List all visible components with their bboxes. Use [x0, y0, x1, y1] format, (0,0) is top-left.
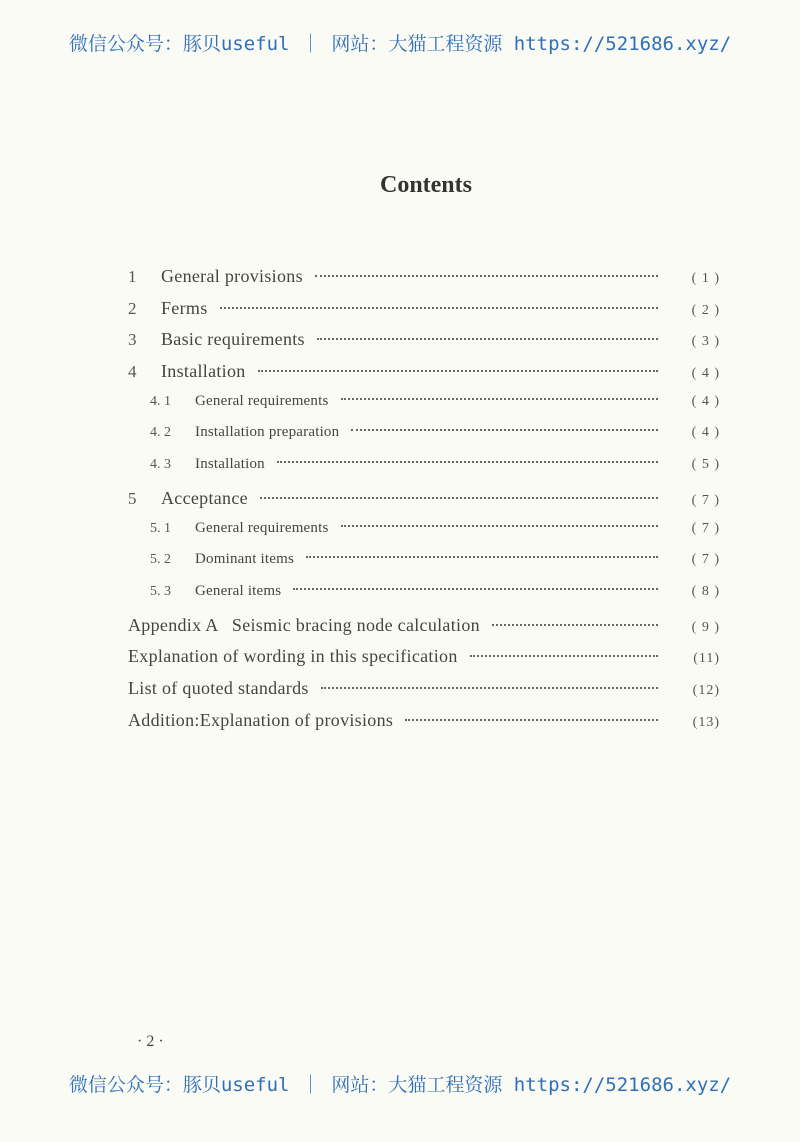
toc-entry-page: ( 4 ): [691, 393, 720, 409]
toc-subentry[interactable]: [128, 520, 720, 552]
dot-leader: [315, 275, 658, 277]
toc-entry-number: 5. 1: [150, 520, 171, 536]
dot-leader: [258, 370, 658, 372]
toc-entry[interactable]: [128, 615, 720, 647]
toc-entry-label: Basic requirements: [161, 329, 305, 350]
toc-entry[interactable]: [128, 329, 720, 361]
toc-entry-page: ( 4 ): [691, 425, 720, 441]
dot-leader: [405, 719, 658, 721]
toc-subentry[interactable]: [128, 583, 720, 615]
watermark-top: 微信公众号：豚贝useful ｜ 网站：大猫工程资源 https://521686.xyz/: [68, 33, 732, 55]
table-of-contents: [128, 266, 720, 741]
toc-entry[interactable]: [128, 266, 720, 298]
toc-entry-number: 1: [128, 267, 137, 286]
dot-leader: [317, 338, 658, 340]
toc-subentry[interactable]: [128, 393, 720, 425]
toc-entry-number: 5. 3: [150, 583, 171, 599]
toc-entry-label: General requirements: [195, 392, 329, 409]
toc-entry[interactable]: [128, 678, 720, 710]
toc-subentry[interactable]: [128, 424, 720, 456]
toc-entry-number: 5. 2: [150, 552, 171, 568]
page-number: · 2 ·: [137, 1033, 164, 1050]
toc-entry-label: Dominant items: [195, 551, 295, 568]
toc-entry-label: Explanation of wording in this specification: [128, 646, 458, 667]
dot-leader: [321, 687, 658, 689]
dot-leader: [306, 556, 658, 558]
dot-leader: [351, 429, 658, 431]
dot-leader: [470, 655, 658, 657]
toc-entry-label: Installation: [195, 456, 265, 473]
toc-entry[interactable]: [128, 710, 720, 742]
dot-leader: [293, 588, 658, 590]
dot-leader: [341, 398, 658, 400]
toc-entry-page: ( 9 ): [691, 619, 720, 635]
dot-leader: [341, 525, 658, 527]
dot-leader: [277, 461, 658, 463]
toc-entry-label: General requirements: [195, 519, 329, 536]
toc-entry[interactable]: [128, 361, 720, 393]
toc-entry-page: ( 4 ): [691, 366, 720, 382]
toc-entry-page: (11): [693, 651, 720, 667]
page-title: Contents: [379, 172, 472, 198]
toc-entry[interactable]: [128, 298, 720, 330]
toc-entry-number: 4. 1: [150, 393, 171, 409]
toc-entry-label: General items: [195, 582, 282, 599]
toc-entry-number: 4. 2: [150, 425, 171, 441]
toc-entry-label: Appendix A Seismic bracing node calculation: [128, 614, 480, 635]
toc-entry-label: Addition:Explanation of provisions: [128, 709, 394, 730]
toc-entry-number: 2: [128, 298, 137, 318]
toc-entry-page: ( 1 ): [691, 271, 720, 286]
toc-entry-label: General provisions: [161, 266, 303, 286]
toc-entry-page: ( 2 ): [691, 302, 720, 318]
dot-leader: [220, 307, 659, 309]
toc-entry-label: Ferms: [161, 297, 208, 318]
toc-entry-page: ( 8 ): [691, 583, 720, 599]
dot-leader: [260, 497, 658, 499]
toc-entry-page: ( 5 ): [691, 457, 720, 473]
toc-entry-number: 4. 3: [150, 457, 171, 473]
toc-entry-number: 4: [128, 362, 137, 382]
toc-entry-page: (12): [692, 682, 720, 698]
watermark-bottom: 微信公众号：豚贝useful ｜ 网站：大猫工程资源 https://521686.xyz/: [68, 1074, 732, 1096]
toc-entry-number: 5: [128, 488, 137, 508]
dot-leader: [492, 624, 658, 626]
toc-entry-page: ( 3 ): [691, 334, 720, 350]
toc-entry-page: (13): [692, 714, 720, 730]
toc-entry-page: ( 7 ): [691, 520, 720, 536]
toc-entry-number: 3: [128, 330, 137, 350]
toc-entry-page: ( 7 ): [691, 492, 720, 508]
toc-entry-label: Acceptance: [161, 487, 248, 508]
toc-entry[interactable]: [128, 488, 720, 520]
toc-entry-page: ( 7 ): [691, 552, 720, 568]
toc-entry-label: Installation preparation: [195, 424, 340, 441]
toc-subentry[interactable]: [128, 551, 720, 583]
toc-subentry[interactable]: [128, 456, 720, 488]
toc-entry-label: List of quoted standards: [128, 677, 309, 698]
toc-entry-label: Installation: [161, 361, 246, 382]
toc-entry[interactable]: [128, 646, 720, 678]
